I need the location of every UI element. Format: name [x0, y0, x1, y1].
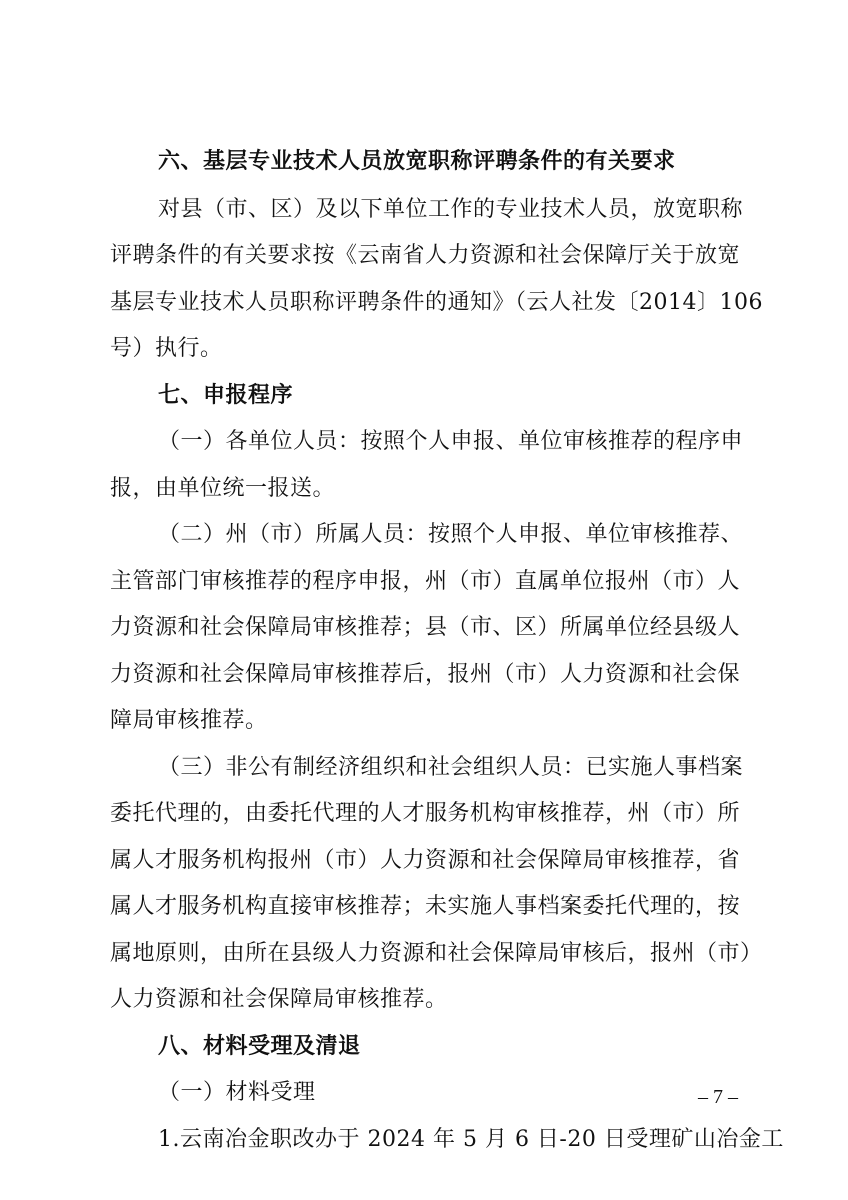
paragraph-line: （二）州（市）所属人员：按照个人申报、单位审核推荐、	[158, 522, 744, 547]
paragraph-line: 1.云南冶金职改办于 2024 年 5 月 6 日-20 日受理矿山冶金工	[158, 1127, 784, 1152]
paragraph-line: 主管部门审核推荐的程序申报，州（市）直属单位报州（市）人	[110, 569, 741, 594]
paragraph-line: 基层专业技术人员职称评聘条件的通知》（云人社发〔2014〕106	[110, 290, 763, 315]
page-number: – 7 –	[698, 1086, 738, 1108]
paragraph-line: 障局审核推荐。	[110, 708, 268, 733]
subsection-heading: （一）材料受理	[158, 1080, 316, 1105]
section-heading-8: 八、材料受理及清退	[158, 1034, 361, 1059]
paragraph-line: （三）非公有制经济组织和社会组织人员：已实施人事档案	[158, 755, 744, 780]
paragraph-line: （一）各单位人员：按照个人申报、单位审核推荐的程序申	[158, 429, 744, 454]
paragraph-line: 对县（市、区）及以下单位工作的专业技术人员，放宽职称	[158, 197, 744, 222]
section-heading-6: 六、基层专业技术人员放宽职称评聘条件的有关要求	[158, 149, 676, 174]
paragraph-line: 委托代理的，由委托代理的人才服务机构审核推荐，州（市）所	[110, 801, 741, 826]
paragraph-line: 属地原则，由所在县级人力资源和社会保障局审核后，报州（市）	[110, 941, 763, 966]
paragraph-line: 报，由单位统一报送。	[110, 476, 336, 501]
paragraph-line: 人力资源和社会保障局审核推荐。	[110, 987, 448, 1012]
paragraph-line: 评聘条件的有关要求按《云南省人力资源和社会保障厅关于放宽	[110, 243, 741, 268]
paragraph-line: 力资源和社会保障局审核推荐后，报州（市）人力资源和社会保	[110, 662, 741, 687]
paragraph-line: 号）执行。	[110, 336, 223, 361]
paragraph-line: 属人才服务机构报州（市）人力资源和社会保障局审核推荐，省	[110, 848, 741, 873]
paragraph-line: 力资源和社会保障局审核推荐；县（市、区）所属单位经县级人	[110, 615, 741, 640]
section-heading-7: 七、申报程序	[158, 383, 294, 408]
paragraph-line: 属人才服务机构直接审核推荐；未实施人事档案委托代理的，按	[110, 894, 741, 919]
